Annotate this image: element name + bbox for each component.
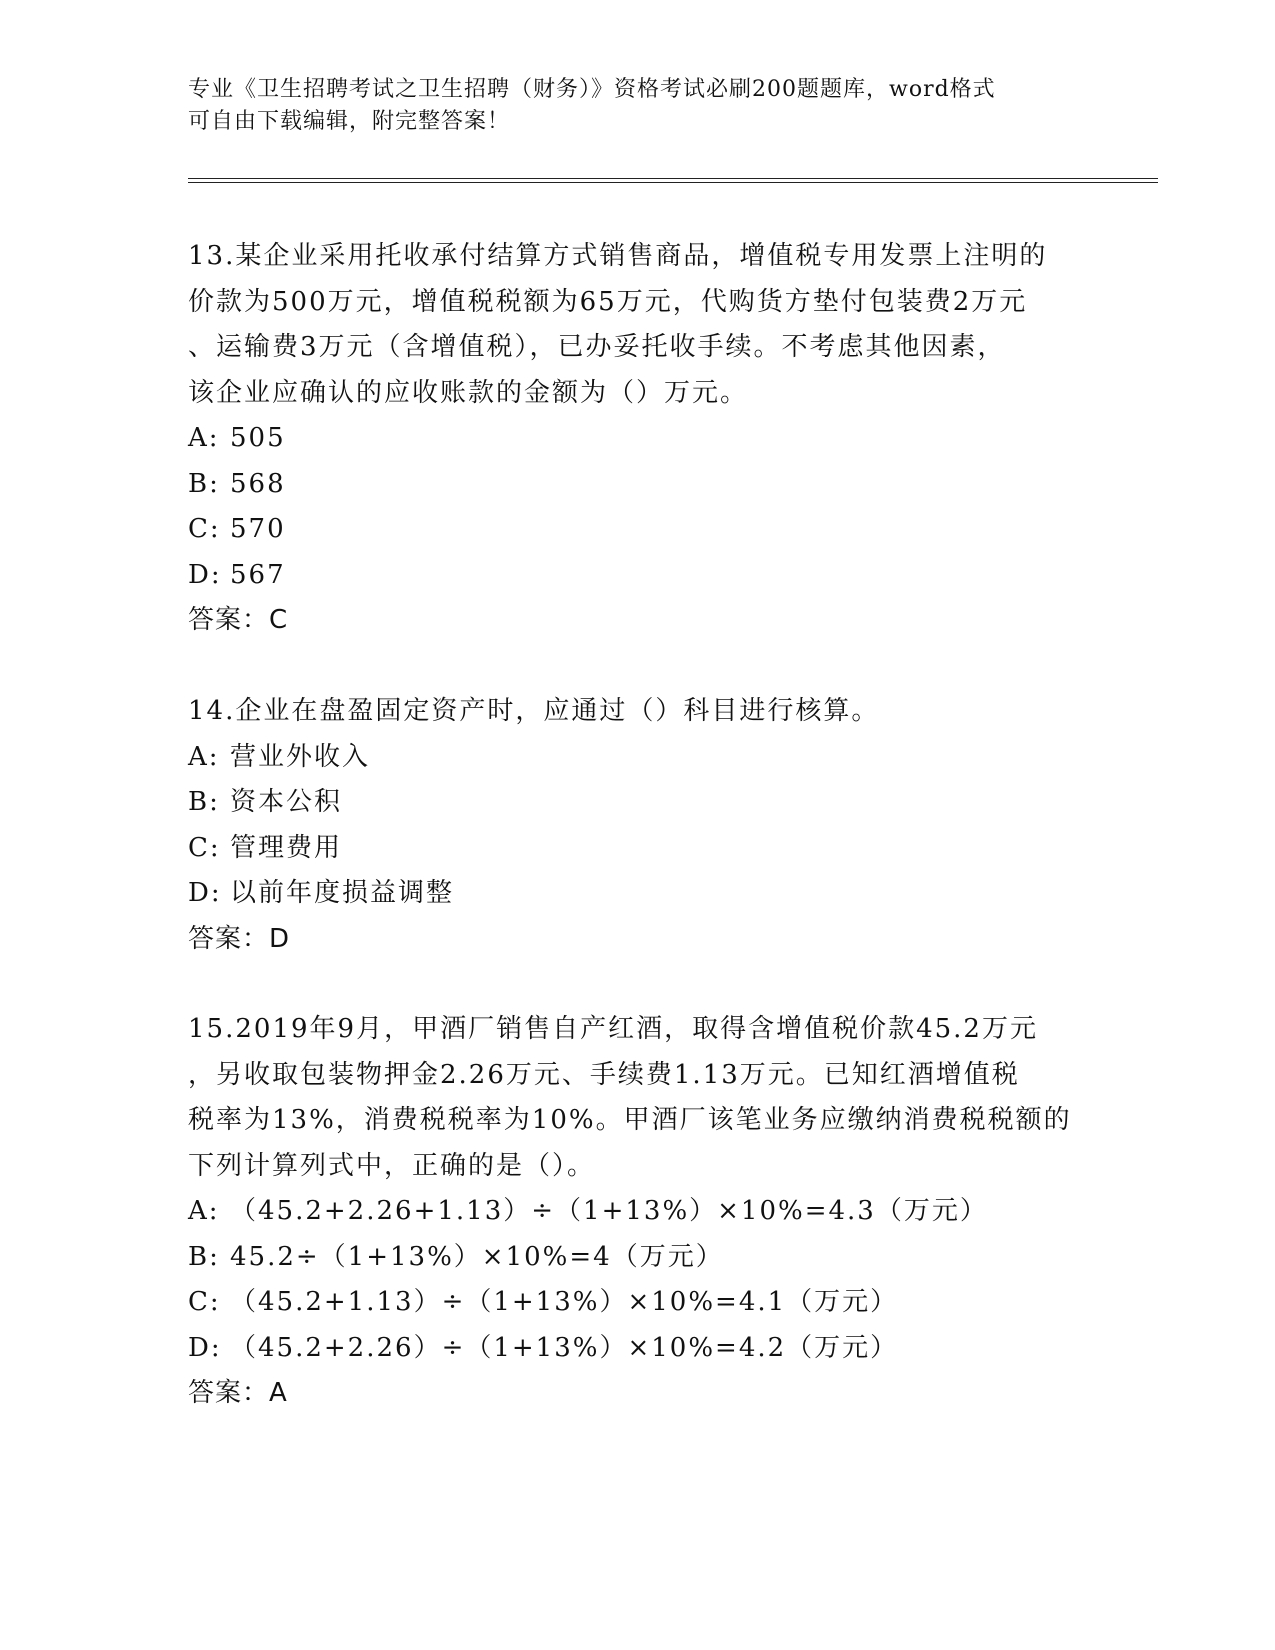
question-number: 14.	[188, 696, 236, 726]
question-14	[188, 689, 1088, 962]
answer-line: 答案：D	[188, 923, 291, 954]
stem-line: 2019年9月，甲酒厂销售自产红酒，取得含增值税价款45.2万元	[235, 1014, 1038, 1044]
stem-line: 、运输费3万元（含增值税），已办妥托收手续。不考虑其他因素，	[188, 332, 1006, 362]
option-text: 营业外收入	[230, 741, 371, 772]
option-letter: C:	[188, 832, 221, 863]
option-b	[188, 1235, 1088, 1281]
stem-line: ，另收取包装物押金2.26万元、手续费1.13万元。已知红酒增值税	[188, 1059, 1020, 1090]
option-d	[188, 1326, 1088, 1372]
stem-line: 税率为13%，消费税税率为10%。甲酒厂该笔业务应缴纳消费税税额的	[188, 1105, 1072, 1135]
stem-line: 下列计算列式中，正确的是（）。	[188, 1150, 596, 1181]
question-13	[188, 234, 1088, 644]
question-stem	[188, 689, 1088, 735]
option-letter: C:	[188, 1287, 221, 1317]
option-letter: A:	[188, 1196, 220, 1226]
option-b	[188, 462, 1088, 508]
question-stem	[188, 234, 1088, 280]
answer-line: 答案：C	[188, 605, 289, 635]
option-c	[188, 507, 1088, 553]
option-letter: D:	[188, 878, 222, 908]
option-c	[188, 826, 1088, 872]
option-letter: B:	[188, 468, 220, 499]
option-text: 管理费用	[230, 832, 343, 863]
header-double-rule	[188, 178, 1158, 183]
option-c	[188, 1280, 1088, 1326]
header-intro-line-1: 专业《卫生招聘考试之卫生招聘（财务）》资格考试必刷200题题库，word格式	[188, 77, 996, 102]
option-a	[188, 1189, 1088, 1235]
option-text: 568	[230, 468, 286, 499]
stem-line: 企业在盘盈固定资产时，应通过（）科目进行核算。	[235, 696, 880, 726]
option-letter: A:	[188, 741, 220, 772]
option-text: 资本公积	[230, 787, 343, 817]
stem-line: 价款为500万元，增值税税额为65万元，代购货方垫付包装费2万元	[188, 286, 1028, 317]
question-15	[188, 1007, 1088, 1417]
option-d	[188, 553, 1088, 599]
option-letter: C:	[188, 514, 221, 544]
option-text: （45.2+2.26+1.13）÷（1+13%）×10%=4.3（万元）	[230, 1196, 988, 1226]
option-d	[188, 871, 1088, 917]
option-letter: D:	[188, 559, 222, 590]
option-letter: D:	[188, 1332, 222, 1363]
header-intro-line-2: 可自由下载编辑，附完整答案！	[188, 109, 511, 134]
option-text: 570	[230, 514, 286, 544]
answer-line: 答案：A	[188, 1378, 288, 1408]
option-text: （45.2+1.13）÷（1+13%）×10%=4.1（万元）	[230, 1287, 899, 1317]
option-text: 45.2÷（1+13%）×10%=4（万元）	[230, 1241, 724, 1272]
document-header	[188, 74, 1088, 138]
option-b	[188, 780, 1088, 826]
option-letter: A:	[188, 423, 220, 453]
option-text: （45.2+2.26）÷（1+13%）×10%=4.2（万元）	[230, 1332, 899, 1363]
option-text: 505	[230, 423, 286, 453]
stem-line: 某企业采用托收承付结算方式销售商品，增值税专用发票上注明的	[235, 241, 1048, 271]
option-letter: B:	[188, 787, 220, 817]
question-number: 15.	[188, 1014, 236, 1044]
option-a	[188, 416, 1088, 462]
question-number: 13.	[188, 241, 236, 271]
option-text: 以前年度损益调整	[230, 878, 455, 908]
option-text: 567	[230, 559, 286, 590]
stem-line: 该企业应确认的应收账款的金额为（）万元。	[188, 377, 749, 408]
option-letter: B:	[188, 1241, 220, 1272]
option-a	[188, 735, 1088, 781]
question-stem	[188, 1007, 1088, 1053]
